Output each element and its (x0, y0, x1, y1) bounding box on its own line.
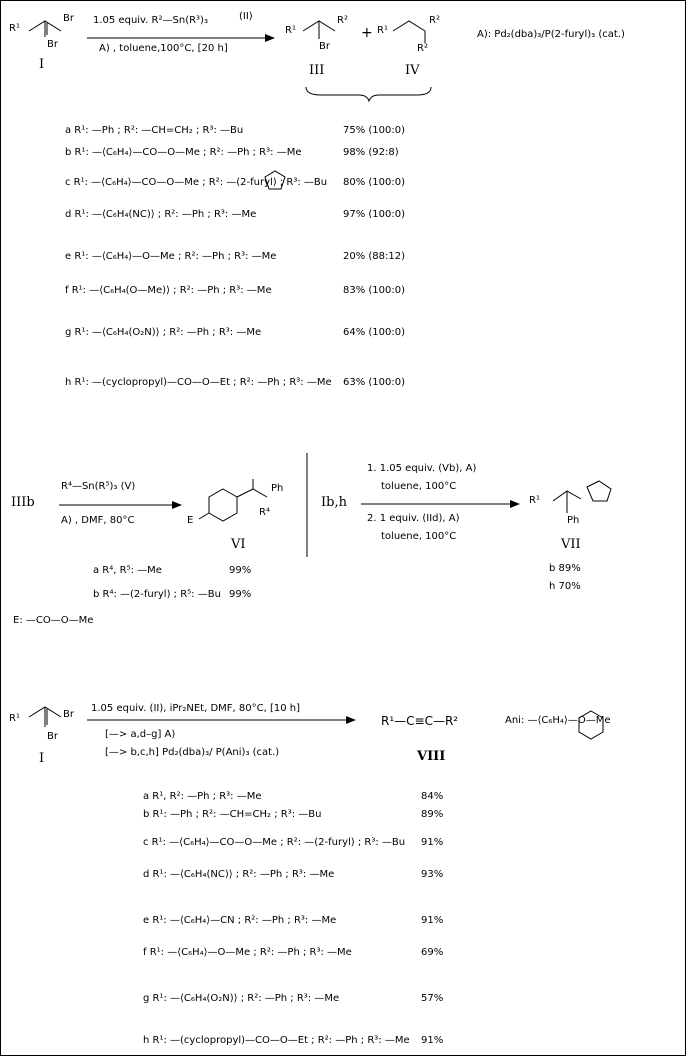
scheme3-row-b: b 89% (549, 563, 581, 574)
scheme4-row-e: e R¹: —⟨C₆H₄⟩—CN ; R²: —Ph ; R³: —Me (143, 915, 337, 926)
scheme2-start: IIIb (11, 495, 35, 510)
product4-r2-top: R² (429, 15, 440, 26)
scheme1-row-f: f R¹: —⟨C₆H₄(O—Me)⟩ ; R²: —Ph ; R³: —Me (65, 285, 272, 296)
scheme4-row-f: f R¹: —⟨C₆H₄⟩—O—Me ; R²: —Ph ; R³: —Me (143, 947, 352, 958)
scheme4-start-br-bottom: Br (47, 731, 58, 742)
scheme1-row-e: e R¹: —⟨C₆H₄⟩—O—Me ; R²: —Ph ; R³: —Me (65, 251, 277, 262)
product6-r4: R⁴ (259, 507, 270, 518)
scheme4-row-a: a R¹, R²: —Ph ; R³: —Me (143, 791, 262, 802)
scheme3-start: Ib,h (321, 495, 347, 510)
scheme2-yield-a: 99% (229, 565, 252, 576)
products-brace (306, 87, 431, 101)
scheme4-row-g: g R¹: —⟨C₆H₄(O₂N)⟩ ; R²: —Ph ; R³: —Me (143, 993, 340, 1004)
scheme2-reagent-bottom: A) , DMF, 80°C (61, 515, 135, 526)
scheme4-start-br-top: Br (63, 709, 74, 720)
scheme1-label-prod4: IV (405, 63, 420, 78)
product3-br: Br (319, 41, 330, 52)
scheme2-e-definition: E: —CO—O—Me (13, 615, 94, 626)
scheme1-start-r1: R¹ (9, 23, 20, 34)
scheme1-yield-d: 97% (100:0) (343, 209, 406, 220)
scheme1-row-g: g R¹: —⟨C₆H₄(O₂N)⟩ ; R²: —Ph ; R³: —Me (65, 327, 262, 338)
scheme4-yield-g: 57% (421, 993, 444, 1004)
scheme2-row-a: a R⁴, R⁵: —Me (93, 565, 162, 576)
product4-bonds (393, 21, 425, 43)
product7-furyl-ring (587, 481, 611, 501)
product3-r1: R¹ (285, 25, 296, 36)
scheme1-plus: + (361, 25, 373, 41)
product6-e: E (187, 515, 194, 526)
scheme1-start-bonds (29, 21, 61, 37)
scheme3-step1-solvent: toluene, 100°C (381, 481, 457, 492)
product7-ph: Ph (567, 515, 580, 526)
scheme3-product-label: VII (561, 537, 581, 552)
scheme4-start-r1: R¹ (9, 713, 20, 724)
scheme2-reagent-top: R⁴—Sn(R⁵)₃ (V) (61, 481, 136, 492)
scheme1-yield-a: 75% (100:0) (343, 125, 406, 136)
scheme2-row-b: b R⁴: —(2-furyl) ; R⁵: —Bu (93, 589, 221, 600)
scheme1-row-c: c R¹: —⟨C₆H₄⟩—CO—O—Me ; R²: —(2-furyl) ; R³: —Bu (65, 177, 328, 188)
scheme1-yield-f: 83% (100:0) (343, 285, 406, 296)
product7-bonds (553, 491, 581, 513)
scheme1-row-d: d R¹: —⟨C₆H₄(NC)⟩ ; R²: —Ph ; R³: —Me (65, 209, 257, 220)
scheme3-step2: 2. 1 equiv. (IId), A) (367, 513, 460, 524)
scheme1-label-prod3: III (309, 63, 325, 78)
scheme1-yield-e: 20% (88:12) (343, 251, 406, 262)
scheme1-yield-b: 98% (92:8) (343, 147, 399, 158)
product6-ring (209, 489, 237, 521)
scheme1-yield-h: 63% (100:0) (343, 377, 406, 388)
scheme3-step1: 1. 1.05 equiv. (Vb), A) (367, 463, 477, 474)
scheme4-start-bonds (29, 707, 61, 727)
scheme1-reagent-top: 1.05 equiv. R²—Sn(R³)₃ (93, 15, 208, 26)
scheme1-row-h: h R¹: —(cyclopropyl)—CO—O—Et ; R²: —Ph ; R³: —Me (65, 377, 332, 388)
scheme4-label-start: I (39, 751, 45, 766)
scheme1-yield-g: 64% (100:0) (343, 327, 406, 338)
scheme4-yield-h: 91% (421, 1035, 444, 1046)
scheme1-start-br-bottom: Br (47, 39, 58, 50)
scheme4-condition-2: [—> b,c,h] Pd₂(dba)₃/ P(Ani)₃ (cat.) (105, 747, 280, 758)
product7-r1: R¹ (529, 495, 540, 506)
scheme4-row-b: b R¹: —Ph ; R²: —CH=CH₂ ; R³: —Bu (143, 809, 322, 820)
scheme2-yield-b: 99% (229, 589, 252, 600)
scheme1-catalyst-note: A): Pd₂(dba)₃/P(2-furyl)₃ (cat.) (477, 29, 625, 40)
scheme4-yield-f: 69% (421, 947, 444, 958)
scheme4-row-c: c R¹: —⟨C₆H₄⟩—CO—O—Me ; R²: —(2-furyl) ; R³: —Bu (143, 837, 406, 848)
product4-r1: R¹ (377, 25, 388, 36)
product4-r2-bottom: R² (417, 43, 428, 54)
scheme4-ani-definition: Ani: —⟨C₆H₄⟩—O—Me (505, 715, 611, 726)
scheme3-row-h: h 70% (549, 581, 581, 592)
scheme3-step2-solvent: toluene, 100°C (381, 531, 457, 542)
scheme1-row-b: b R¹: —⟨C₆H₄⟩—CO—O—Me ; R²: —Ph ; R³: —Me (65, 147, 302, 158)
product6-ph: Ph (271, 483, 284, 494)
scheme4-yield-c: 91% (421, 837, 444, 848)
scheme1-start-br-top: Br (63, 13, 74, 24)
scheme4-yield-d: 93% (421, 869, 444, 880)
scheme4-yield-e: 91% (421, 915, 444, 926)
scheme1-reagent-tag: (II) (239, 11, 253, 22)
scheme1-yield-c: 80% (100:0) (343, 177, 406, 188)
scheme4-row-d: d R¹: —⟨C₆H₄(NC)⟩ ; R²: —Ph ; R³: —Me (143, 869, 335, 880)
scheme-artwork (1, 1, 686, 1056)
scheme4-yield-a: 84% (421, 791, 444, 802)
product3-bonds (303, 21, 335, 39)
scheme4-product: R¹—C≡C—R² (381, 714, 459, 728)
scheme1-reagent-bottom: A) , toluene,100°C, [20 h] (99, 43, 228, 54)
scheme1-label-start: I (39, 57, 45, 72)
scheme1-row-a: a R¹: —Ph ; R²: —CH=CH₂ ; R³: —Bu (65, 125, 244, 136)
scheme4-product-label: VIII (417, 749, 446, 764)
scheme4-row-h: h R¹: —(cyclopropyl)—CO—O—Et ; R²: —Ph ; R³: —Me (143, 1035, 410, 1046)
scheme4-yield-b: 89% (421, 809, 444, 820)
scheme4-condition-1: [—> a,d–g] A) (105, 729, 176, 740)
scheme2-product-label: VI (231, 537, 246, 552)
scheme4-reagent-top: 1.05 equiv. (II), iPr₂NEt, DMF, 80°C, [10 h] (91, 703, 300, 714)
product3-r2: R² (337, 15, 348, 26)
